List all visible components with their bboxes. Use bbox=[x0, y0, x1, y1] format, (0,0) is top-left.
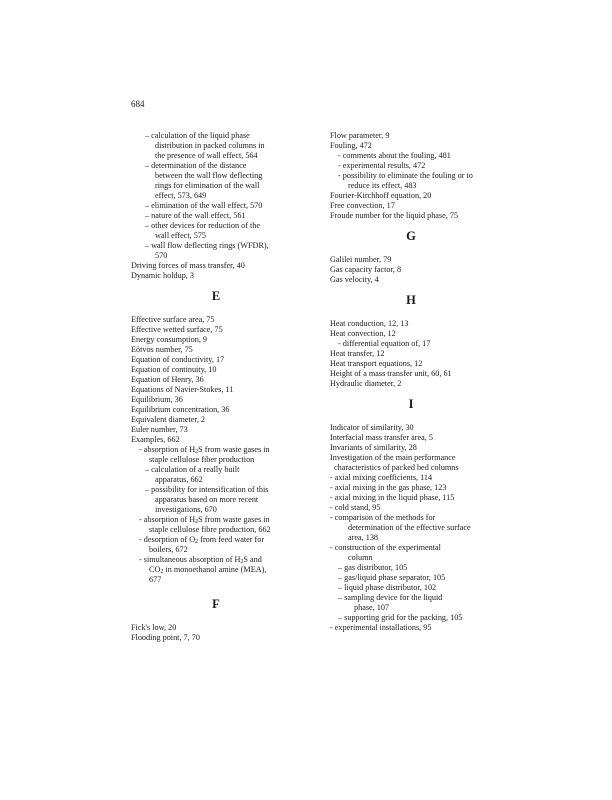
entry-text: in monoethanol amine (MEA), bbox=[163, 565, 267, 574]
index-subsubentry: – wall flow deflecting rings (WFDR), bbox=[145, 241, 269, 250]
index-continuation: the presence of wall effect, 564 bbox=[155, 151, 258, 160]
index-entry: Fouling, 472 bbox=[330, 141, 372, 150]
index-entry: Invariants of similarity, 28 bbox=[330, 443, 417, 452]
index-subsubentry: – possibility for intensification of this bbox=[145, 485, 269, 494]
index-entry: Flow parameter, 9 bbox=[330, 131, 390, 140]
index-subsubentry: – supporting grid for the packing, 105 bbox=[338, 613, 463, 622]
index-continuation: determination of the effective surface bbox=[348, 523, 471, 532]
index-continuation: wall effect, 575 bbox=[155, 231, 206, 240]
index-entry: Driving forces of mass transfer, 40 bbox=[131, 261, 245, 270]
index-subentry: - axial mixing in the gas phase, 123 bbox=[330, 483, 447, 492]
index-entry: Equation of conductivity, 17 bbox=[131, 355, 225, 364]
index-subsubentry: – nature of the wall effect, 561 bbox=[145, 211, 246, 220]
index-subsubentry: – other devices for reduction of the bbox=[145, 221, 261, 230]
index-entry: Fourier-Kirchhoff equation, 20 bbox=[330, 191, 432, 200]
index-entry: Euler number, 73 bbox=[131, 425, 188, 434]
index-continuation: investigations, 670 bbox=[155, 505, 217, 514]
page-number: 684 bbox=[131, 99, 145, 109]
entry-text: - absorption of H bbox=[139, 445, 196, 454]
index-subentry: - comparison of the methods for bbox=[330, 513, 436, 522]
index-subsubentry: – determination of the distance bbox=[145, 161, 247, 170]
index-entry: Interfacial mass transfer area, 5 bbox=[330, 433, 433, 442]
index-entry: Examples, 662 bbox=[131, 435, 180, 444]
index-subsubentry: – calculation of a really built bbox=[145, 465, 240, 474]
index-entry: Equation of Henry, 36 bbox=[131, 375, 204, 384]
index-continuation: 677 bbox=[149, 575, 162, 584]
index-continuation: area, 138 bbox=[348, 533, 379, 542]
index-continuation: boilers, 672 bbox=[149, 545, 188, 554]
index-subentry bbox=[131, 535, 321, 545]
index-entry: Free convection, 17 bbox=[330, 201, 395, 210]
index-subsubentry: – calculation of the liquid phase bbox=[145, 131, 250, 140]
index-subentry: - differential equation of, 17 bbox=[338, 339, 431, 348]
subscript: 2 bbox=[195, 449, 199, 455]
entry-text: - desorption of O bbox=[139, 535, 196, 544]
index-continuation: apparatus, 662 bbox=[155, 475, 203, 484]
index-continuation bbox=[131, 565, 321, 575]
index-continuation: column bbox=[348, 553, 373, 562]
index-subsubentry: – gas/liquid phase separator, 105 bbox=[338, 573, 446, 582]
section-heading-e: E bbox=[211, 289, 221, 303]
entry-text: - absorption of H bbox=[139, 515, 196, 524]
index-subentry: - axial mixing in the liquid phase, 115 bbox=[330, 493, 455, 502]
index-entry: Dynamic holdup, 3 bbox=[131, 271, 194, 280]
subscript: 2 bbox=[240, 559, 244, 565]
index-entry: Equilibrium concentration, 36 bbox=[131, 405, 230, 414]
index-entry: Energy consumption, 9 bbox=[131, 335, 208, 344]
index-subentry: - possibility to eliminate the fouling or to bbox=[338, 171, 473, 180]
index-subentry bbox=[131, 555, 321, 565]
index-continuation: staple cellulose fiber production bbox=[149, 455, 255, 464]
index-entry: Equilibrium, 36 bbox=[131, 395, 183, 404]
index-entry: Galilei number, 79 bbox=[330, 255, 392, 264]
entry-text: from feed water for bbox=[198, 535, 265, 544]
index-entry: Investigation of the main performance bbox=[330, 453, 456, 462]
index-entry: Indicator of similarity, 30 bbox=[330, 423, 414, 432]
index-entry: Height of a mass transfer unit, 60, 61 bbox=[330, 369, 452, 378]
subscript: 2 bbox=[160, 569, 164, 575]
index-continuation: 570 bbox=[155, 251, 168, 260]
index-entry: Fick's low, 20 bbox=[131, 623, 177, 632]
index-continuation: rings for elimination of the wall bbox=[155, 181, 260, 190]
index-entry: Equation of continuity, 10 bbox=[131, 365, 217, 374]
index-entry: Heat convection, 12 bbox=[330, 329, 396, 338]
index-entry: Flooding point, 7, 70 bbox=[131, 633, 200, 642]
index-continuation: effect, 573, 649 bbox=[155, 191, 207, 200]
index-continuation: apparatus based on more recent bbox=[155, 495, 259, 504]
index-entry: Gas velocity, 4 bbox=[330, 275, 379, 284]
entry-text: S from waste gases in bbox=[198, 445, 270, 454]
index-continuation: phase, 107 bbox=[354, 603, 390, 612]
entry-text: - simultaneous absorption of H bbox=[139, 555, 241, 564]
index-column-left bbox=[131, 131, 321, 643]
index-subentry: - construction of the experimental bbox=[330, 543, 441, 552]
index-subentry bbox=[131, 445, 321, 455]
index-subentry: - experimental installations, 95 bbox=[330, 623, 432, 632]
index-entry: Effective wetted surface, 75 bbox=[131, 325, 223, 334]
index-continuation: reduce its effect, 483 bbox=[348, 181, 417, 190]
index-subsubentry: – elimination of the wall effect, 570 bbox=[145, 201, 263, 210]
index-subsubentry: – gas distributor, 105 bbox=[338, 563, 408, 572]
index-entry: Eötvos number, 75 bbox=[131, 345, 193, 354]
index-subentry: - experimental results, 472 bbox=[338, 161, 426, 170]
index-continuation: distribution in packed columns in bbox=[155, 141, 265, 150]
section-heading-i: I bbox=[408, 397, 414, 411]
index-entry: Heat transport equations, 12 bbox=[330, 359, 423, 368]
index-subentry: - axial mixing coefficients, 114 bbox=[330, 473, 433, 482]
index-entry: Heat transfer, 12 bbox=[330, 349, 385, 358]
index-entry: Hydraulic diameter, 2 bbox=[330, 379, 402, 388]
index-entry: Froude number for the liquid phase, 75 bbox=[330, 211, 459, 220]
index-subsubentry: – sampling device for the liquid bbox=[338, 593, 443, 602]
entry-text: CO bbox=[149, 565, 161, 574]
index-subentry: - cold stand, 95 bbox=[330, 503, 381, 512]
section-heading-f: F bbox=[212, 597, 220, 611]
subscript: 2 bbox=[195, 519, 199, 525]
section-heading-h: H bbox=[406, 293, 416, 307]
index-entry: Equations of Navier-Stokes, 11 bbox=[131, 385, 234, 394]
index-continuation: characteristics of packed bed columns bbox=[334, 463, 459, 472]
index-entry: Heat conduction, 12, 13 bbox=[330, 319, 409, 328]
entry-text: S from waste gases in bbox=[198, 515, 270, 524]
entry-text: S and bbox=[243, 555, 262, 564]
index-subentry bbox=[131, 515, 321, 525]
index-continuation: between the wall flow deflecting bbox=[155, 171, 263, 180]
index-entry: Equivalent diameter, 2 bbox=[131, 415, 206, 424]
section-heading-g: G bbox=[406, 229, 416, 243]
index-entry: Gas capacity factor, 8 bbox=[330, 265, 402, 274]
index-subentry: - comments about the fouling, 481 bbox=[338, 151, 451, 160]
subscript: 2 bbox=[195, 539, 199, 545]
index-subsubentry: – liquid phase distributor, 102 bbox=[338, 583, 437, 592]
index-column-right bbox=[330, 131, 530, 633]
index-continuation: staple cellulose fibre production, 662 bbox=[149, 525, 271, 534]
index-entry: Effective surface area, 75 bbox=[131, 315, 215, 324]
